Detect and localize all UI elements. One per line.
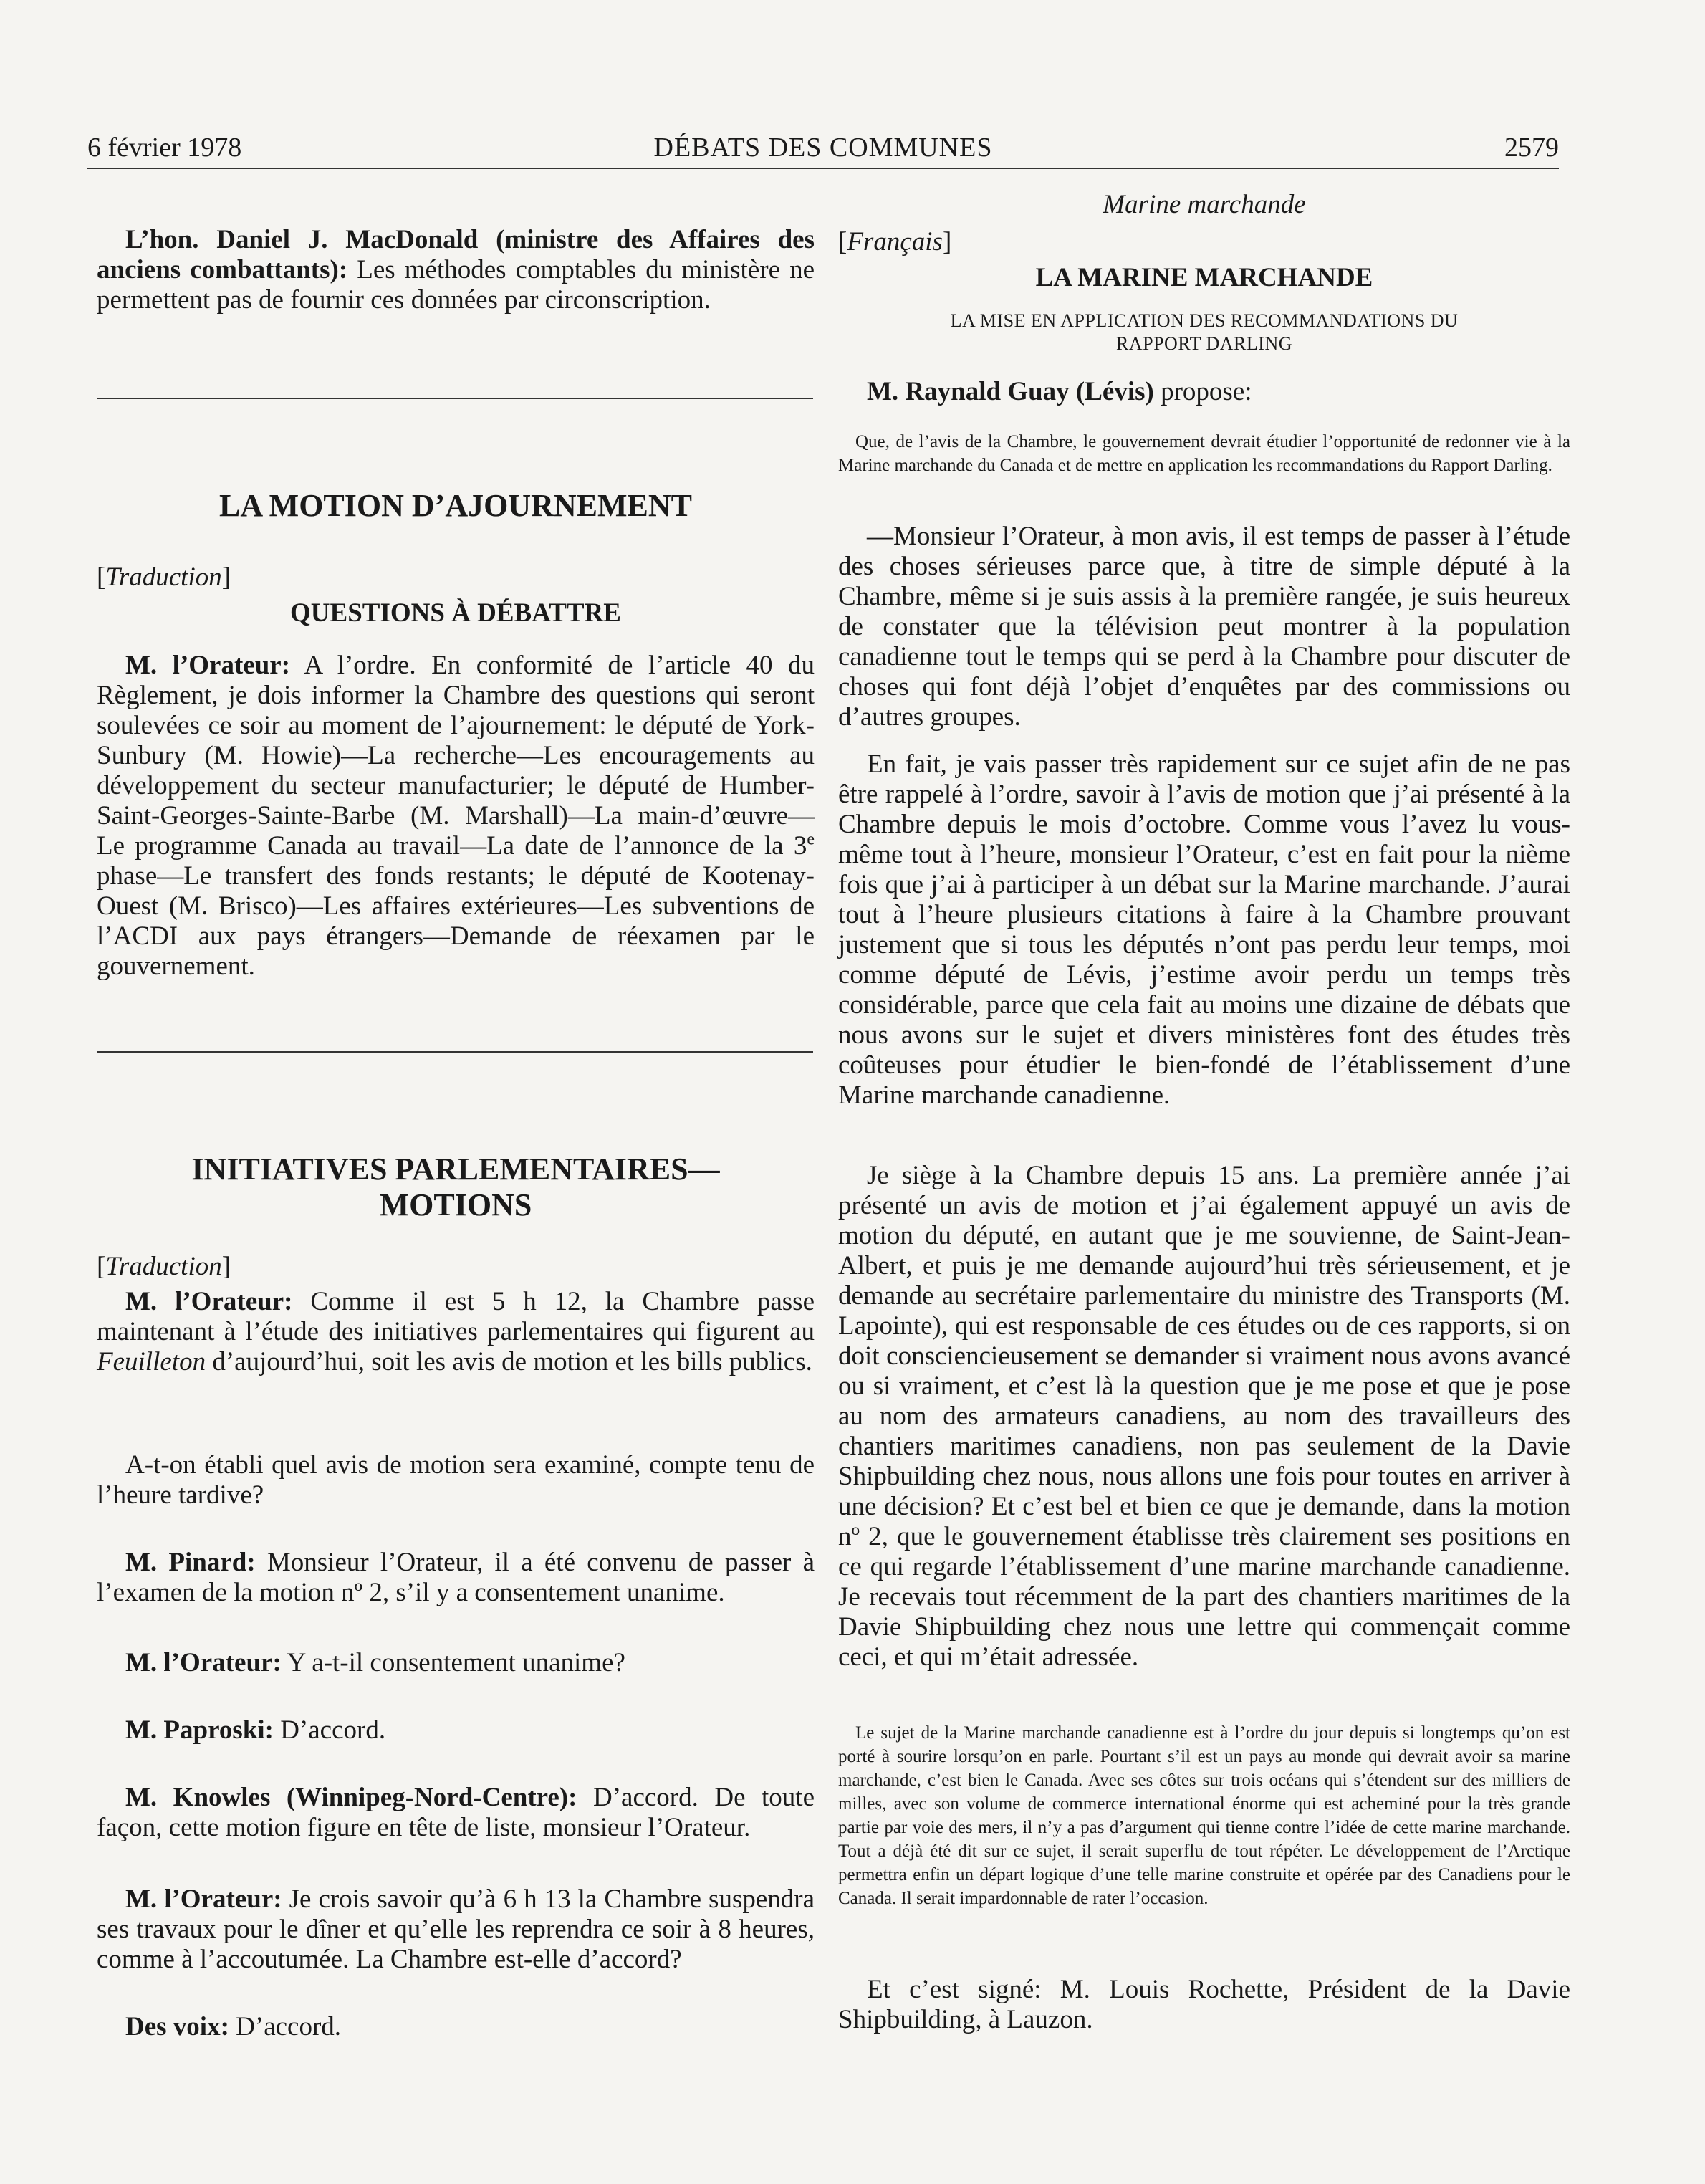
ajournement-text-a: A l’ordre. En conformité de l’article 40 du Règlement, je dois informer la Chambre des questions qui seront soulevées ce soir au moment de l’ajournement: le député de York-Sunbury (M. Howie)—La recherche—Les encouragements au développement du secteur manufacturier; le député de Humber-Saint-Georges-Sainte-Barbe (M. Marshall)—La main-d’œuvre—Le programme Canada au travail—La date de l’annonce de la 3 <box>97 651 815 861</box>
initiatives-text-a: Comme il est 5 h 12, la Chambre passe maintenant à l’étude des initiatives parlementaires qui figurent au <box>97 1287 815 1346</box>
macdonald-paragraph <box>97 225 815 315</box>
question-paragraph: A-t-on établi quel avis de motion sera examiné, compte tenu de l’heure tardive? <box>97 1450 815 1510</box>
language-note: [Français] <box>838 227 952 257</box>
translation-label: Traduction <box>105 1252 222 1281</box>
orateur-initiatives-paragraph <box>97 1287 815 1377</box>
paproski-paragraph <box>97 1715 815 1745</box>
orateur-diner-paragraph <box>97 1884 815 1975</box>
orateur-consentement-paragraph <box>97 1648 815 1678</box>
voix-paragraph <box>97 2012 815 2042</box>
speaker-orateur: M. l’Orateur: <box>125 1648 282 1677</box>
ordinal-sup: e <box>807 830 815 849</box>
header-title: DÉBATS DES COMMUNES <box>653 133 993 163</box>
ajournement-text-b: phase—Le transfert des fonds restants; le député de Kootenay-Ouest (M. Brisco)—Les affaires extérieures—Les subventions de l’ACDI aux pays étrangers—Demande de réexamen par le gouvernement. <box>97 861 815 981</box>
section-title-initiatives-1: INITIATIVES PARLEMENTAIRES— <box>191 1151 720 1187</box>
speaker-orateur: M. l’Orateur: <box>125 1884 282 1914</box>
macdonald-text: Les méthodes comptables du ministère ne permettent pas de fournir ces données par circonscription. <box>97 255 815 315</box>
translation-label: Traduction <box>105 562 222 592</box>
pinard-paragraph <box>97 1548 815 1608</box>
section-subtitle-1: LA MISE EN APPLICATION DES RECOMMANDATIONS DU <box>950 310 1459 331</box>
section-divider <box>97 398 813 399</box>
speaker-orateur: M. l’Orateur: <box>125 651 291 680</box>
mover-paragraph <box>838 377 1570 407</box>
translation-note: [Traduction] <box>97 562 231 592</box>
subsection-title-questions: QUESTIONS À DÉBATTRE <box>290 598 621 628</box>
motion-text: Que, de l’avis de la Chambre, le gouvernement devrait étudier l’opportunité de redonner vie à la Marine marchande du Canada et de mettre en application les recommandations du Rapport Darling. <box>838 432 1570 475</box>
voix-text: D’accord. <box>229 2012 342 2041</box>
guay-paragraph-1: —Monsieur l’Orateur, à mon avis, il est temps de passer à l’étude des choses sérieuses parce que, à titre de simple député à la Chambre, même si je suis assis à la première rangée, je suis heureux de constater que la télévision peut montrer à la population canadienne tout le temps qui se perd à la Chambre pour discuter de choses qui font déjà l’objet d’enquêtes par des commissions ou d’autres groupes. <box>838 522 1570 732</box>
guay-paragraph-3: Je siège à la Chambre depuis 15 ans. La première année j’ai présenté un avis de motion et j’ai également appuyé un avis de motion du député, en autant que je me souvienne, de Saint-Jean-Albert, et puis je me demande aujourd’hui très sérieusement, et je demande au secrétaire parlementaire du ministre des Transports (M. Lapointe), qui est responsable de ces études ou de ces rapports, si on doit consciencieusement se demander si vraiment nous avons avancé ou si vraiment, et c’est là la question que je me pose et que je pose au nom des armateurs canadiens, au nom des travailleurs des chantiers maritimes canadiens, non pas seulement de la Davie Shipbuilding chez nous, nous allons une fois pour toutes en arriver à une décision? Et c’est bel et bien ce que je demande, dans la motion nº 2, que le gouvernement établisse très clairement ses positions en ce qui regarde l’établissement d’une marine marchande canadienne. Je recevais tout récemment de la part des chantiers maritimes de la Davie Shipbuilding chez nous une lettre qui commençait comme ceci, et qui m’était adressée. <box>838 1161 1570 1672</box>
page-header <box>87 128 1559 169</box>
quoted-letter: Le sujet de la Marine marchande canadienne est à l’ordre du jour depuis si longtemps qu’on est porté à sourire lorsqu’on en parle. Pourtant s’il est un pays au monde qui devrait avoir sa marine marchande, c’est bien le Canada. Avec ses côtes sur trois océans qui s’étendent sur des milliers de milles, avec son volume de commerce international énorme qui est acheminé pour la très grande partie par voie des mers, il n’y a pas d’argument qui tienne contre l’idée de cette marine marchande. Tout a déjà été dit sur ce sujet, il serait superflu de tout répéter. Le développement de l’Arctique permettra enfin un départ logique d’une telle marine construite et opérée par des Canadiens pour le Canada. Il serait impardonnable de rater l’occasion. <box>838 1723 1570 1908</box>
knowles-text: D’accord. De toute façon, cette motion figure en tête de liste, monsieur l’Orateur. <box>97 1783 815 1842</box>
header-date: 6 février 1978 <box>87 133 242 163</box>
mover-text: propose: <box>1153 377 1252 406</box>
section-title-initiatives-2: MOTIONS <box>379 1187 532 1222</box>
pinard-text: Monsieur l’Orateur, il a été convenu de passer à l’examen de la motion nº 2, s’il y a consentement unanime. <box>97 1548 815 1607</box>
speaker-voix: Des voix: <box>125 2012 229 2041</box>
translation-note: [Traduction] <box>97 1252 231 1281</box>
speaker-paproski: M. Paproski: <box>125 1715 274 1745</box>
page-number: 2579 <box>1504 133 1559 163</box>
speaker-pinard: M. Pinard: <box>125 1548 256 1577</box>
speaker-orateur: M. l’Orateur: <box>125 1287 293 1316</box>
feuilleton-italic: Feuilleton <box>97 1347 206 1376</box>
paproski-text: D’accord. <box>273 1715 386 1745</box>
speaker-macdonald: L’hon. Daniel J. MacDonald (ministre des Affaires des anciens combattants): <box>97 225 815 284</box>
diner-text: Je crois savoir qu’à 6 h 13 la Chambre suspendra ses travaux pour le dîner et qu’elle les reprendra ce soir à 8 heures, comme à l’accoutumée. La Chambre est-elle d’accord? <box>97 1884 815 1974</box>
section-title-ajournement: LA MOTION D’AJOURNEMENT <box>218 488 693 523</box>
speaker-knowles: M. Knowles (Winnipeg-Nord-Centre): <box>125 1783 577 1812</box>
speaker-guay: M. Raynald Guay (Lévis) <box>867 377 1154 406</box>
section-subtitle-2: RAPPORT DARLING <box>1116 333 1292 354</box>
initiatives-text-b: d’aujourd’hui, soit les avis de motion et les bills publics. <box>206 1347 812 1376</box>
knowles-paragraph <box>97 1783 815 1843</box>
section-title-marine: LA MARINE MARCHANDE <box>1035 263 1373 292</box>
section-divider <box>97 1051 813 1053</box>
orateur-ajournement-paragraph <box>97 651 815 982</box>
consentement-text: Y a-t-il consentement unanime? <box>281 1648 625 1677</box>
language-label: Français <box>847 227 943 257</box>
running-head: Marine marchande <box>1103 190 1306 219</box>
guay-paragraph-4: Et c’est signé: M. Louis Rochette, Président de la Davie Shipbuilding, à Lauzon. <box>838 1975 1570 2034</box>
guay-paragraph-2: En fait, je vais passer très rapidement sur ce sujet afin de ne pas être rappelé à l’ordre, savoir à l’avis de motion que j’ai présenté à la Chambre depuis le mois d’octobre. Comme vous l’avez lu vous-même tout à l’heure, monsieur l’Orateur, c’est en fait pour la nième fois que j’ai à participer à un débat sur la Marine marchande. J’aurai tout à l’heure plusieurs citations à faire à la Chambre prouvant justement que si tous les députés n’ont pas perdu leur temps, moi comme député de Lévis, j’estime avoir perdu un temps très considérable, parce que cela fait au moins une dizaine de débats que nous avons sur le sujet et divers ministères font des études très coûteuses pour étudier le bien-fondé de l’établissement d’une Marine marchande canadienne. <box>838 749 1570 1110</box>
